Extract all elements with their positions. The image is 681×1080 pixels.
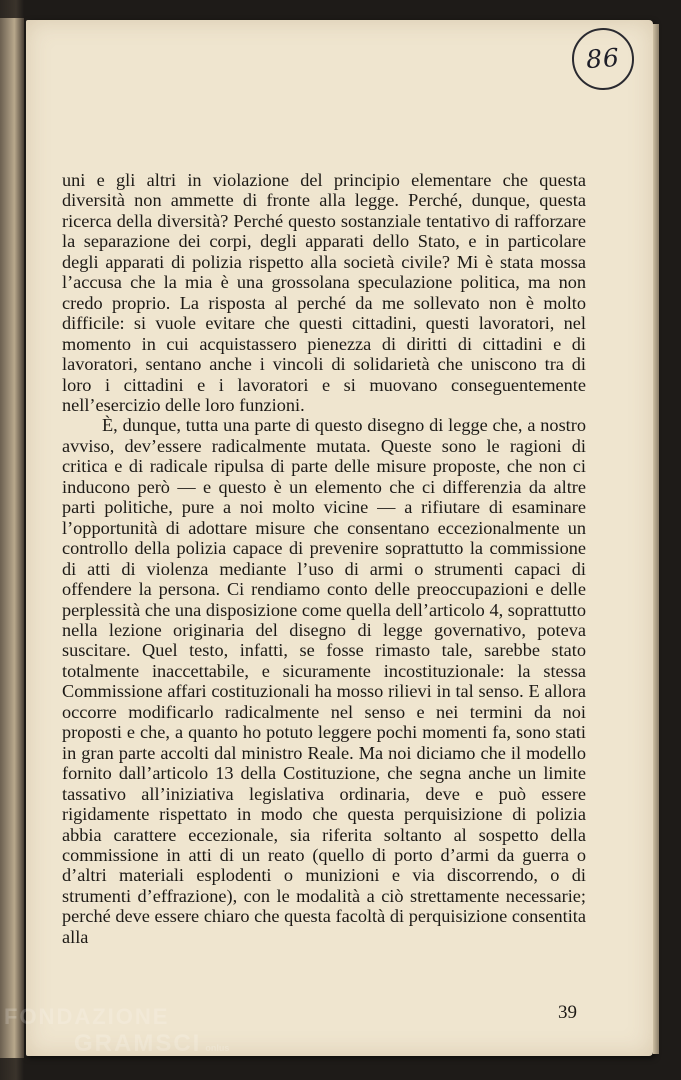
page-number: 39 bbox=[558, 1002, 577, 1023]
watermark-line2-text: GRAMSCI bbox=[74, 1030, 202, 1057]
watermark-line2 bbox=[74, 1030, 229, 1058]
paragraph-2: È, dunque, tutta una parte di questo disegno di legge che, a nostro avviso, dev’essere radicalmente mutata. Queste sono le ragioni di critica e di radicale ripulsa di parte delle misure proposte, che non ci inducono però — e questo è un elemento che ci differenzia da altre parti politiche, pure a noi molto vicine — a rifiutare di esaminare l’opportunità di adottare misure che consentano eccezionalmente un controllo della polizia capace di prevenire soprattutto la commissione di atti di violenza mediante l’uso di armi o strumenti capaci di offendere la persona. Ci rendiamo conto delle preoccupazioni e delle perplessità che una disposizione come quella dell’articolo 4, soprattutto nella lezione originaria del disegno di legge governativo, poteva suscitare. Quel testo, infatti, se fosse rimasto tale, sarebbe stato totalmente inaccettabile, e sicuramente incostituzionale: la stessa Commissione affari costituzionali ha mosso rilievi in tal senso. E allora occorre modificarlo radicalmente nel senso e nei termini da noi proposti e che, a quanto ho potuto leggere pochi momenti fa, sono stati in gran parte accolti dal ministro Reale. Ma noi diciamo che il modello fornito dall’articolo 13 della Costituzione, che segna anche un limite tassativo all’iniziativa legislativa ordinaria, deve e può essere rigidamente rispettato in modo che questa perquisizione di polizia abbia carattere eccezionale, sia riferita soltanto al sospetto della commissione in atti di un reato (quello di porto d’armi da guerra o d’altri materiali esplodenti o munizioni e via discorrendo, o di strumenti d’effrazione), con le modalità a ciò strettamente necessarie; perché deve essere chiaro che questa facoltà di perquisizione consentita alla bbox=[62, 415, 586, 947]
archive-watermark bbox=[4, 1004, 229, 1058]
handwritten-archive-number: 86 bbox=[570, 26, 636, 92]
watermark-suffix: onlus bbox=[205, 1043, 230, 1053]
watermark-line1: FONDAZIONE bbox=[4, 1004, 170, 1029]
paragraph-1: uni e gli altri in violazione del principio elementare che questa diversità non ammette di fronte alla legge. Perché, dunque, questa ricerca della diversità? Perché questo sostanziale tentativo di rafforzare la separazione dei corpi, degli apparati dello Stato, e in particolare degli apparati di polizia rispetto alla società civile? Mi è stata mossa l’accusa che la mia è una grossolana speculazione politica, ma non credo proprio. La risposta al perché da me sollevato non è molto difficile: si vuole evitare che questi cittadini, questi lavoratori, nel momento in cui acquistassero pienezza di diritti di cittadini e di lavoratori, sentano anche i vincoli di solidarietà che uniscono tra di loro i cittadini e i lavoratori e si muovano conseguentemente nell’esercizio delle loro funzioni. bbox=[62, 170, 586, 415]
page-edge bbox=[653, 24, 659, 1054]
body-text bbox=[62, 170, 586, 947]
book-spine-edge bbox=[0, 18, 24, 1058]
